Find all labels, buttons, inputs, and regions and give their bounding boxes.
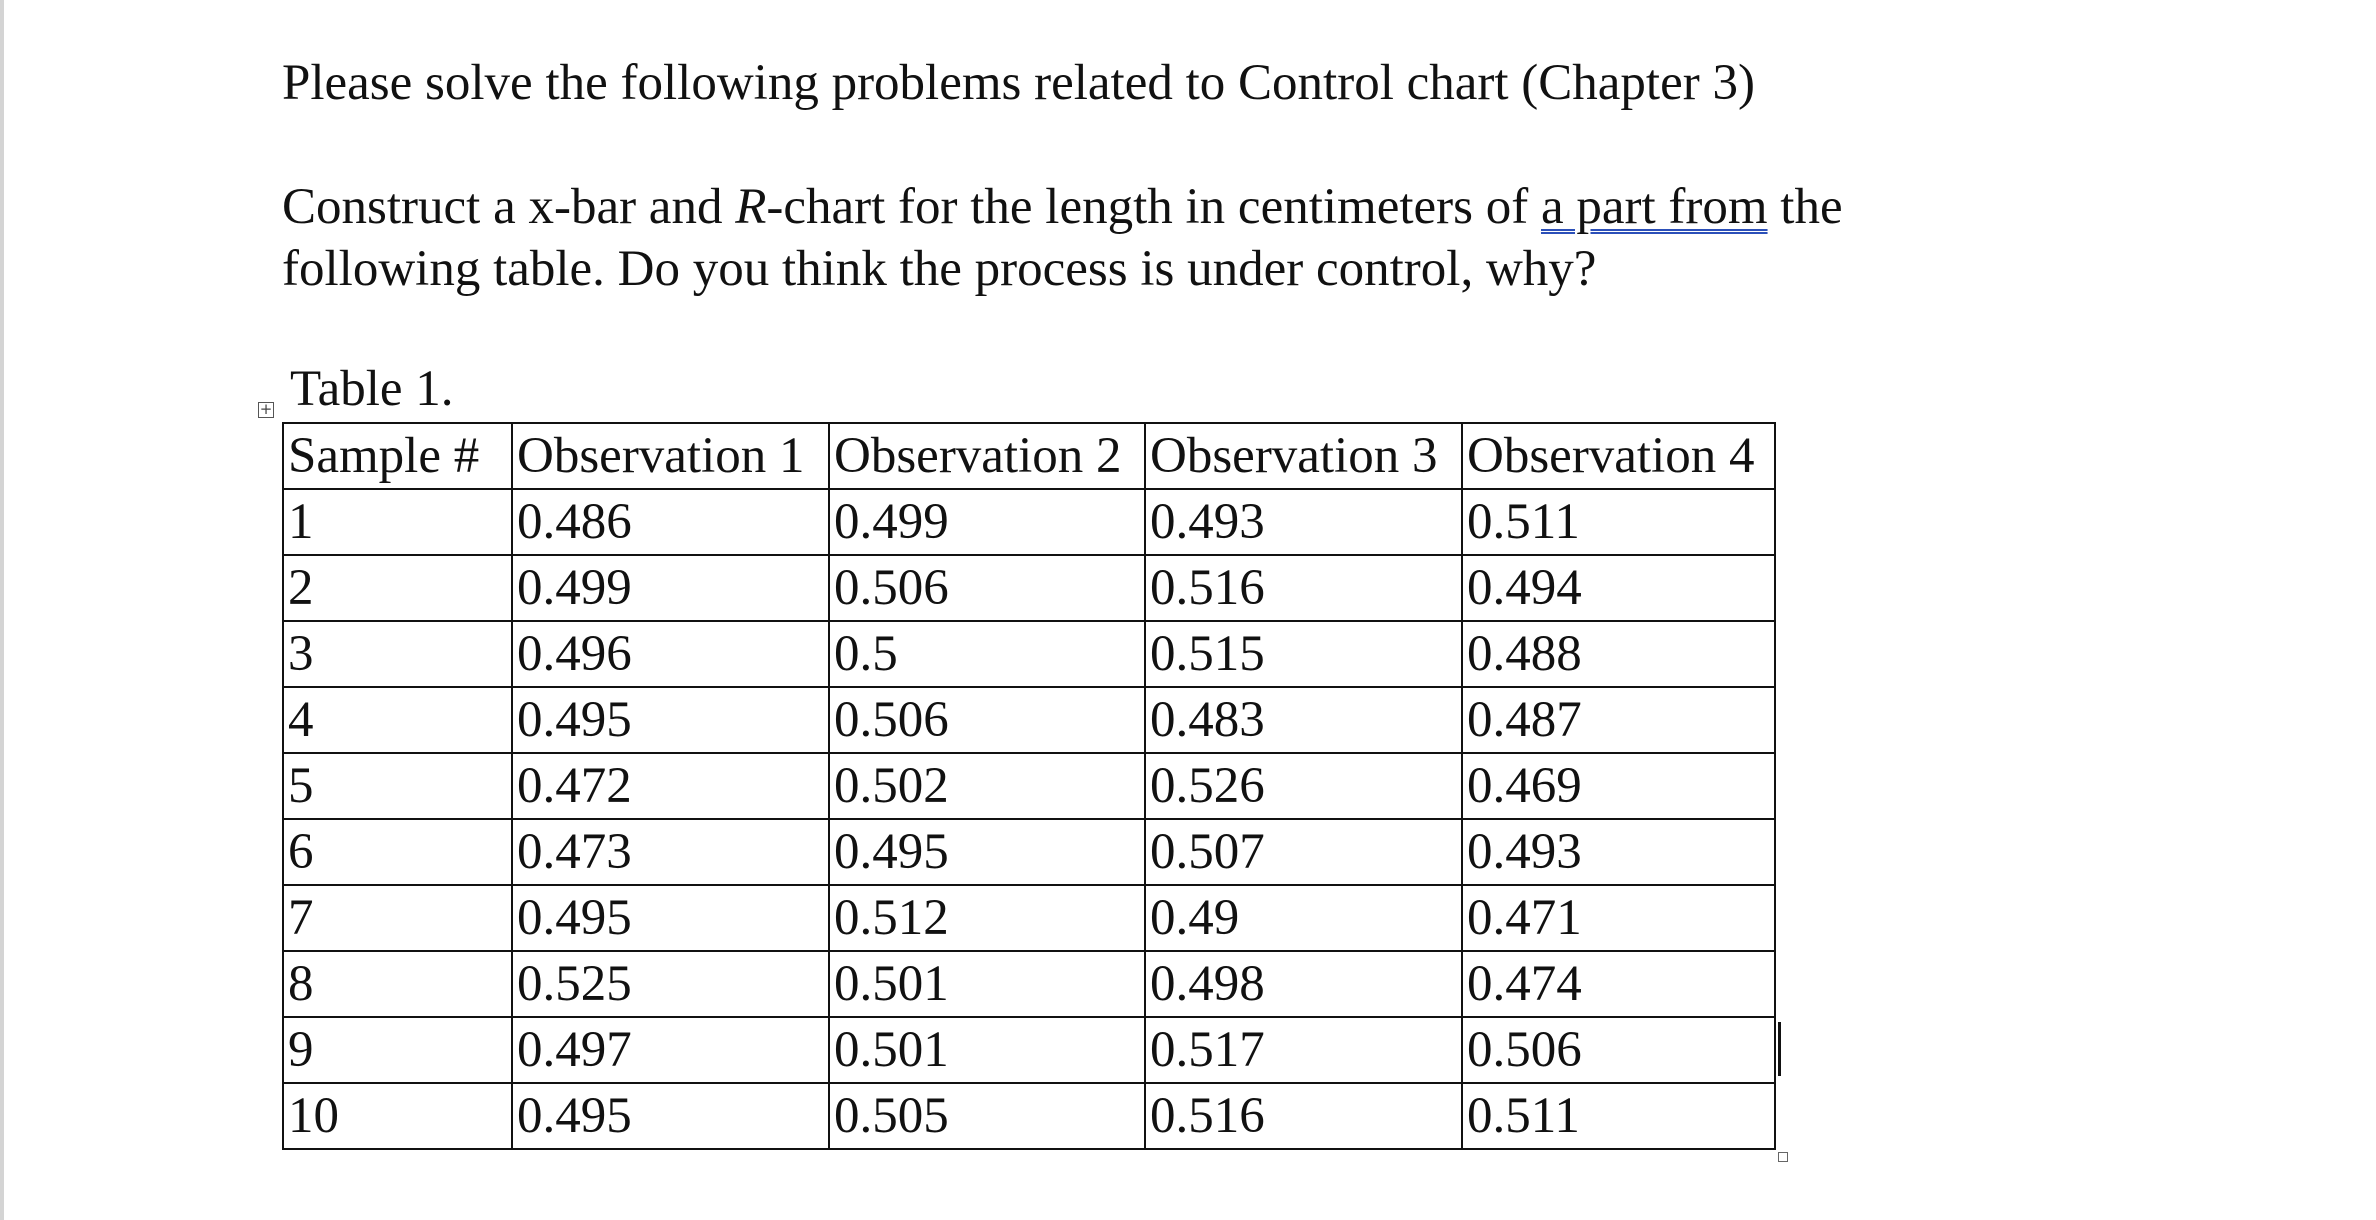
observation-cell[interactable]: 0.472 (512, 753, 829, 819)
observation-cell[interactable]: 0.497 (512, 1017, 829, 1083)
paragraph-line-2: following table. Do you think the process is under control, why? (282, 241, 1597, 297)
page-heading: Please solve the following problems related to Control chart (Chapter 3) (282, 55, 1755, 111)
observation-cell[interactable]: 0.474 (1462, 951, 1775, 1017)
observation-cell[interactable]: 0.526 (1145, 753, 1462, 819)
observation-cell[interactable]: 0.501 (829, 1017, 1145, 1083)
observation-cell[interactable]: 0.495 (829, 819, 1145, 885)
observation-cell[interactable]: 0.516 (1145, 555, 1462, 621)
observation-cell[interactable]: 0.501 (829, 951, 1145, 1017)
grammar-flag-underline[interactable]: a part from (1540, 179, 1768, 235)
observation-cell[interactable]: 0.487 (1462, 687, 1775, 753)
observation-cell[interactable]: 0.499 (829, 489, 1145, 555)
table-resize-handle-icon[interactable] (1778, 1152, 1788, 1162)
problem-paragraph (282, 176, 2082, 300)
observation-cell[interactable]: 0.506 (1462, 1017, 1775, 1083)
sample-number-cell[interactable]: 10 (283, 1083, 512, 1149)
table-row (283, 489, 1775, 555)
observation-cell[interactable]: 0.517 (1145, 1017, 1462, 1083)
sample-number-cell[interactable]: 7 (283, 885, 512, 951)
observation-cell[interactable]: 0.471 (1462, 885, 1775, 951)
observation-cell[interactable]: 0.49 (1145, 885, 1462, 951)
observation-cell[interactable]: 0.502 (829, 753, 1145, 819)
table-body (283, 489, 1775, 1149)
observation-cell[interactable]: 0.511 (1462, 489, 1775, 555)
observation-cell[interactable]: 0.512 (829, 885, 1145, 951)
observation-cell[interactable]: 0.483 (1145, 687, 1462, 753)
table-row (283, 1017, 1775, 1083)
table-row (283, 687, 1775, 753)
observation-table[interactable] (282, 422, 1776, 1150)
observation-cell[interactable]: 0.473 (512, 819, 829, 885)
observation-cell[interactable]: 0.496 (512, 621, 829, 687)
observation-cell[interactable]: 0.507 (1145, 819, 1462, 885)
observation-cell[interactable]: 0.495 (512, 1083, 829, 1149)
sample-number-cell[interactable]: 5 (283, 753, 512, 819)
table-header-cell[interactable]: Observation 3 (1145, 423, 1462, 489)
observation-cell[interactable]: 0.488 (1462, 621, 1775, 687)
observation-cell[interactable]: 0.494 (1462, 555, 1775, 621)
observation-cell[interactable]: 0.506 (829, 555, 1145, 621)
page-edge-rule (0, 0, 4, 1220)
sample-number-cell[interactable]: 9 (283, 1017, 512, 1083)
table-row (283, 753, 1775, 819)
paragraph-italic-r: R (735, 179, 767, 235)
paragraph-line-1 (282, 176, 2082, 238)
observation-cell[interactable]: 0.5 (829, 621, 1145, 687)
text-cursor (1778, 1022, 1781, 1076)
observation-cell[interactable]: 0.495 (512, 687, 829, 753)
sample-number-cell[interactable]: 3 (283, 621, 512, 687)
table-header-cell[interactable]: Sample # (283, 423, 512, 489)
sample-number-cell[interactable]: 4 (283, 687, 512, 753)
paragraph-text-3: the (1767, 179, 1843, 235)
paragraph-text-2: -chart for the length in centimeters of (766, 179, 1541, 235)
sample-number-cell[interactable]: 8 (283, 951, 512, 1017)
table-row (283, 885, 1775, 951)
paragraph-text-1: Construct a x-bar and (282, 179, 736, 235)
observation-cell[interactable]: 0.495 (512, 885, 829, 951)
observation-cell[interactable]: 0.515 (1145, 621, 1462, 687)
observation-cell[interactable]: 0.499 (512, 555, 829, 621)
observation-cell[interactable]: 0.511 (1462, 1083, 1775, 1149)
observation-cell[interactable]: 0.498 (1145, 951, 1462, 1017)
table-header-cell[interactable]: Observation 2 (829, 423, 1145, 489)
observation-cell[interactable]: 0.525 (512, 951, 829, 1017)
table-move-handle-icon[interactable]: + (259, 400, 273, 418)
table-row (283, 1083, 1775, 1149)
table-row (283, 621, 1775, 687)
table-row (283, 555, 1775, 621)
document-page[interactable] (259, 52, 2082, 1150)
table-header-row (283, 423, 1775, 489)
sample-number-cell[interactable]: 6 (283, 819, 512, 885)
sample-number-cell[interactable]: 2 (283, 555, 512, 621)
table-header-cell[interactable]: Observation 4 (1462, 423, 1775, 489)
observation-cell[interactable]: 0.505 (829, 1083, 1145, 1149)
observation-cell[interactable]: 0.506 (829, 687, 1145, 753)
table-row (283, 819, 1775, 885)
sample-number-cell[interactable]: 1 (283, 489, 512, 555)
observation-cell[interactable]: 0.493 (1462, 819, 1775, 885)
table-row (283, 951, 1775, 1017)
observation-cell[interactable]: 0.486 (512, 489, 829, 555)
observation-cell[interactable]: 0.469 (1462, 753, 1775, 819)
table-caption: Table 1. (290, 361, 454, 417)
observation-cell[interactable]: 0.516 (1145, 1083, 1462, 1149)
observation-cell[interactable]: 0.493 (1145, 489, 1462, 555)
table-header-cell[interactable]: Observation 1 (512, 423, 829, 489)
